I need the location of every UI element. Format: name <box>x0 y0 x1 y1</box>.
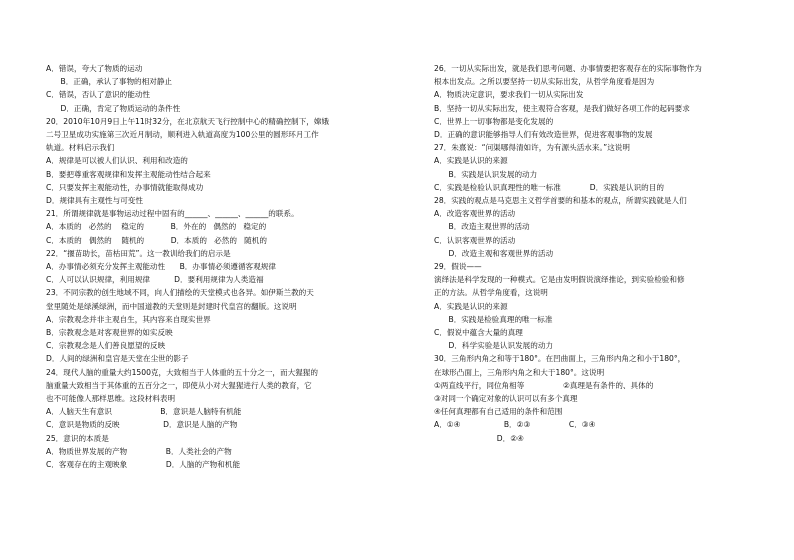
text-line: A．错误，夸大了物质的运动 <box>46 64 143 73</box>
text-line: 27．朱熹说：“问渠哪得清如许，为有源头活水来。”这说明 <box>434 143 630 153</box>
text-line: 也不可能像人那样思维。这段材料表明 <box>46 394 176 404</box>
text-line: 演绎法是科学发现的一种模式。它是由发明假说演绎推论，到实验检验和修 <box>434 275 685 285</box>
text-line: C．世界上一切事物都是变化发展的 <box>434 116 554 126</box>
text-line: D．正确，肯定了物质运动的条件性 <box>46 103 181 113</box>
text-line: 29．假说—— <box>434 262 482 272</box>
text-line: C．意识是物质的反映 D．意识是人脑的产物 <box>46 420 238 430</box>
text-line: A．①④ B．②③ C．③④ <box>434 420 596 430</box>
text-line: 轨道。材料启示我们 <box>46 143 115 153</box>
text-line: A．本质的 必然的 稳定的 B．外在的 偶然的 稳定的 <box>46 222 267 232</box>
text-line: C．错误，否认了意识的能动性 <box>46 90 151 100</box>
text-line: A．实践是认识的来源 <box>434 301 508 311</box>
text-line: D．人间的绿洲和皇宫是天堂在尘世的影子 <box>46 354 189 364</box>
text-line: 30．三角形内角之和等于180°。在凹曲面上，三角形内角之和小于180°， <box>434 354 686 364</box>
text-line: D．改造主观和客观世界的活动 <box>434 248 554 258</box>
text-line: B．实践是认识发展的动力 <box>434 169 538 179</box>
text-line: 二号卫星成功实施第三次近月制动，顺利进入轨道高度为100公里的圆形环月工作 <box>46 130 319 140</box>
text-line: 28．实践的观点是马克思主义哲学首要的和基本的观点，所谓实践就是人们 <box>434 196 687 206</box>
text-line: 正的方法。从哲学角度看，这说明 <box>434 288 548 298</box>
text-line: A．宗教观念并非主观自生，其内容来自现实世界 <box>46 314 211 324</box>
text-line: ①两直线平行，同位角相等 ②真理是有条件的、具体的 <box>434 380 654 390</box>
text-line: C．客观存在的主观映象 D．人脑的产物和机能 <box>46 460 241 470</box>
text-line: A．人脑天生有意识 B．意识是人脑特有机能 <box>46 407 242 417</box>
text-line: A．物质世界发展的产物 B．人类社会的产物 <box>46 446 232 456</box>
text-line: 26．一切从实际出发，就是我们思考问题、办事情要把客观存在的实际事物作为 <box>434 64 702 73</box>
text-line: 25．意识的本质是 <box>46 433 109 443</box>
text-line: D．规律具有主观性与可变性 <box>46 196 143 206</box>
text-line: C．认识客观世界的活动 <box>434 235 516 245</box>
text-line: B．宗教观念是对客观世界的如实反映 <box>46 328 173 338</box>
text-line: 脑重量大致相当于其体重的五百分之一，即使从小对大猩猩进行人类的教育，它 <box>46 380 312 390</box>
text-line: 23．不同宗教的创生地域不同，向人们描绘的天堂模式也各异。如伊斯兰教的天 <box>46 288 314 298</box>
text-line: C．假说中蕴含大量的真理 <box>434 328 523 338</box>
text-line: C．本质的 偶然的 随机的 D．本质的 必然的 随机的 <box>46 235 267 245</box>
text-line: D．②④ <box>434 433 524 443</box>
right-column <box>434 62 784 445</box>
text-line: 在球形凸面上，三角形内角之和大于180°。这说明 <box>434 367 605 377</box>
text-line: ③对同一个确定对象的认识可以有多个真理 <box>434 394 578 404</box>
left-column <box>46 62 392 471</box>
text-line: 24．现代人脑的重量大约1500克，大致相当于人体重的五十分之一，而大猩猩的 <box>46 367 318 377</box>
text-line: B．要把尊重客观规律和发挥主观能动性结合起来 <box>46 169 211 179</box>
text-line: C．只要发挥主观能动性，办事情就能取得成功 <box>46 182 204 192</box>
text-line: C．人可以认识规律，利用规律 D．要利用规律为人类造福 <box>46 275 264 285</box>
text-line: 堂里随处是绿溪绿洲，而中国道教的天堂则是封建时代皇宫的翻版。这说明 <box>46 301 297 311</box>
text-line: B．实践是检验真理的唯一标准 <box>434 314 553 324</box>
text-line: 20．2010年10月9日上午11时32分，在北京航天飞行控制中心的精确控制下，嫦娥 <box>46 116 330 126</box>
text-line: A．物质决定意识，要求我们一切从实际出发 <box>434 90 584 100</box>
text-line: D．科学实验是认识发展的动力 <box>434 341 554 351</box>
text-line: B．改造主观世界的活动 <box>434 222 530 232</box>
text-line: B．坚持一切从实际出发，使主观符合客观，是我们做好各项工作的起码要求 <box>434 103 690 113</box>
text-line: C．实践是检验认识真理性的唯一标准 D．实践是认识的目的 <box>434 182 664 192</box>
text-line: 22．“揠苗助长，苗枯田荒”。这一教训给我们的启示是 <box>46 248 231 258</box>
text-line: A．实践是认识的来源 <box>434 156 508 166</box>
text-line: C．宗教观念是人们善良愿望的反映 <box>46 341 166 351</box>
text-line: 根本出发点。之所以要坚持一切从实际出发，从哲学角度看是因为 <box>434 77 655 87</box>
text-line: B．正确，承认了事物的相对静止 <box>46 77 173 87</box>
text-line: A．改造客观世界的活动 <box>434 209 516 219</box>
text-line: 21．所谓规律就是事物运动过程中固有的______、______、______的联系。 <box>46 209 299 219</box>
text-line: ④任何真理都有自己适用的条件和范围 <box>434 407 563 417</box>
text-line: A．规律是可以被人们认识、利用和改造的 <box>46 156 188 166</box>
text-line: A．办事情必须充分发挥主观能动性 B．办事情必须遵循客观规律 <box>46 262 276 272</box>
text-line: D．正确的意识能够指导人们有效改造世界，促进客观事物的发展 <box>434 130 653 140</box>
